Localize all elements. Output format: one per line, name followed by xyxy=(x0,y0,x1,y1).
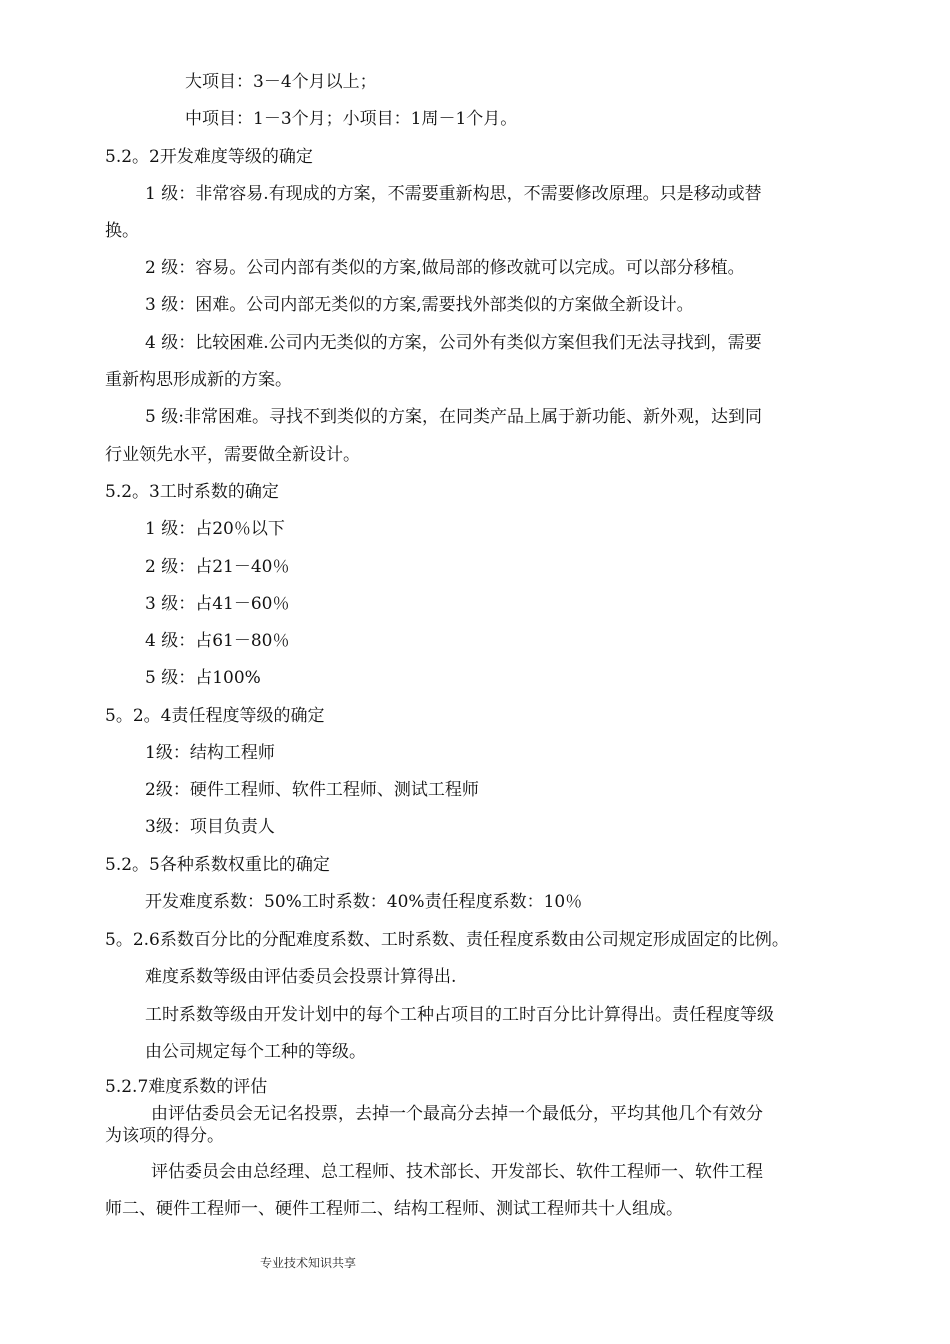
text-line: 重新构思形成新的方案。 xyxy=(105,370,292,390)
text-line: 师二、硬件工程师一、硬件工程师二、结构工程师、测试工程师共十人组成。 xyxy=(105,1199,683,1219)
section-heading: 5.2.7难度系数的评估 xyxy=(105,1077,268,1097)
text-line: 由公司规定每个工种的等级。 xyxy=(145,1042,366,1062)
section-heading: 5。2.6系数百分比的分配难度系数、工时系数、责任程度系数由公司规定形成固定的比例。 xyxy=(105,930,789,950)
text-line: 3级：项目负责人 xyxy=(145,817,275,837)
text-line: 中项目：1－3个月；小项目：1周－1个月。 xyxy=(185,109,518,129)
text-line: 3 级：困难。公司内部无类似的方案,需要找外部类似的方案做全新设计。 xyxy=(145,295,694,315)
text-line: 评估委员会由总经理、总工程师、技术部长、开发部长、软件工程师一、软件工程 xyxy=(151,1162,763,1182)
text-line: 5 级：占100% xyxy=(145,668,261,688)
text-line: 大项目：3－4个月以上； xyxy=(185,72,377,92)
text-line: 难度系数等级由评估委员会投票计算得出. xyxy=(145,967,457,987)
text-line: 1 级：占20％以下 xyxy=(145,519,285,539)
text-line: 换。 xyxy=(105,221,139,241)
text-line: 由评估委员会无记名投票，去掉一个最高分去掉一个最低分，平均其他几个有效分 xyxy=(151,1104,763,1124)
text-line: 3 级：占41－60％ xyxy=(145,594,290,614)
section-heading: 5.2。5各种系数权重比的确定 xyxy=(105,855,330,875)
text-line: 1级：结构工程师 xyxy=(145,743,275,763)
text-line: 5 级:非常困难。寻找不到类似的方案，在同类产品上属于新功能、新外观，达到同 xyxy=(145,407,762,427)
text-line: 为该项的得分。 xyxy=(105,1126,224,1146)
text-line: 工时系数等级由开发计划中的每个工种占项目的工时百分比计算得出。责任程度等级 xyxy=(145,1005,774,1025)
text-line: 开发难度系数：50%工时系数：40%责任程度系数：10％ xyxy=(145,892,583,912)
text-line: 2 级：容易。公司内部有类似的方案,做局部的修改就可以完成。可以部分移植。 xyxy=(145,258,745,278)
section-heading: 5。2。4责任程度等级的确定 xyxy=(105,706,325,726)
text-line: 4 级：占61－80％ xyxy=(145,631,290,651)
text-line: 2级：硬件工程师、软件工程师、测试工程师 xyxy=(145,780,479,800)
text-line: 4 级：比较困难.公司内无类似的方案，公司外有类似方案但我们无法寻找到，需要 xyxy=(145,333,762,353)
text-line: 行业领先水平，需要做全新设计。 xyxy=(105,445,360,465)
section-heading: 5.2。2开发难度等级的确定 xyxy=(105,147,313,167)
text-line: 2 级：占21－40％ xyxy=(145,557,290,577)
section-heading: 5.2。3工时系数的确定 xyxy=(105,482,279,502)
page-footer: 专业技术知识共享 xyxy=(260,1256,357,1270)
text-line: 1 级：非常容易.有现成的方案，不需要重新构思，不需要修改原理。只是移动或替 xyxy=(145,184,762,204)
